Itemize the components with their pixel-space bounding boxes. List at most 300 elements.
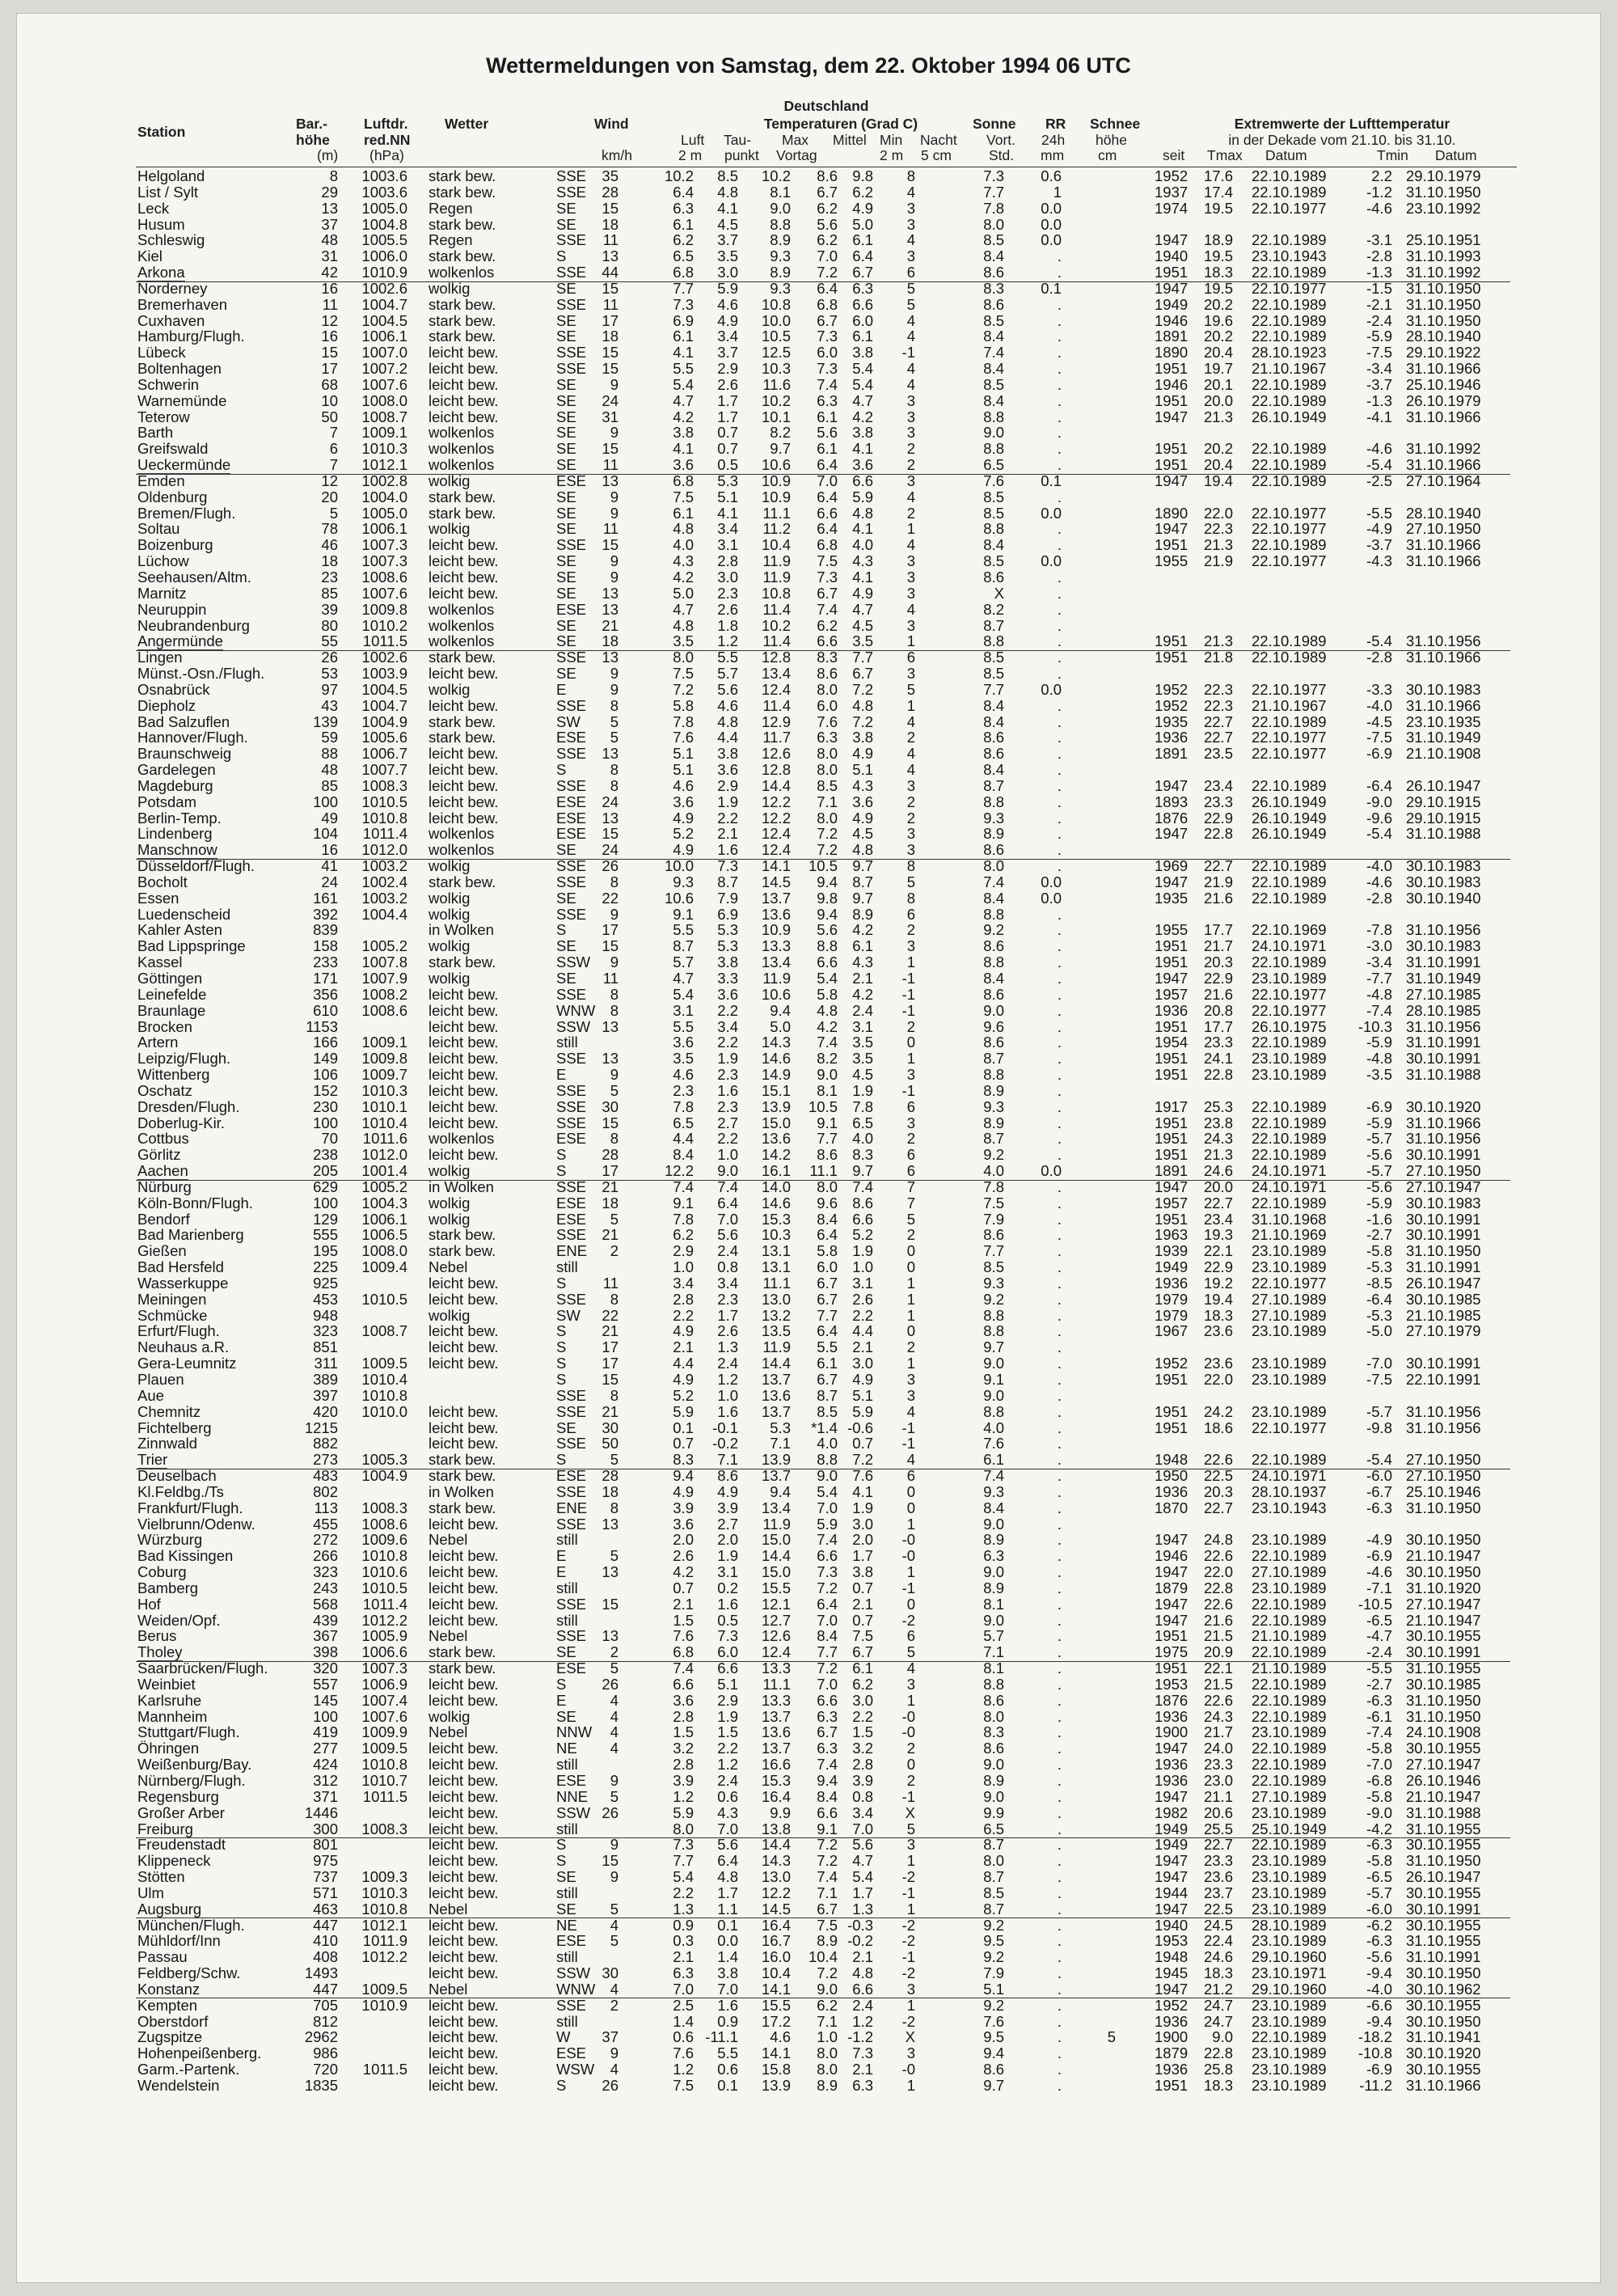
cell-mean: 8.5 [817,1402,838,1420]
cell-tmin-date: 31.10.1950 [1406,311,1481,329]
cell-max: 14.2 [761,1146,791,1164]
cell-tmin: -1.3 [1366,264,1392,281]
cell-dewpoint: 3.1 [717,1563,738,1581]
cell-max: 13.9 [761,1097,791,1115]
cell-bar: 42 [321,264,338,281]
cell-name: Seehausen/Altm. [137,569,251,586]
cell-wind-kmh: 11 [602,456,619,474]
cell-pressure: 1012.0 [361,1146,407,1164]
cell-weather: leicht bew. [429,1001,499,1019]
cell-name: Lingen [137,649,183,666]
cell-tmin-date: 30.10.1985 [1406,1290,1481,1308]
table-row [16,489,1601,505]
cell-max: 13.2 [761,1306,791,1324]
cell-wind-kmh: 17 [602,1338,619,1356]
cell-tmin-date: 22.10.1991 [1406,1371,1481,1388]
cell-tmin: -4.8 [1366,1050,1392,1068]
cell-dewpoint: 1.1 [717,1900,738,1918]
cell-pressure: 1010.6 [361,1563,407,1581]
cell-weather: wolkig [429,1707,471,1725]
cell-night: 3 [906,424,915,442]
cell-max: 16.0 [761,1948,791,1966]
cell-night: 1 [906,1050,915,1068]
cell-rain: . [1057,344,1062,362]
cell-sun: 8.4 [983,536,1004,554]
cell-mean: 6.7 [817,1290,838,1308]
cell-sun: 7.6 [983,471,1004,489]
cell-weather: leicht bew. [429,985,499,1003]
cell-air: 0.9 [673,1916,694,1934]
cell-tmin: -6.4 [1366,1290,1392,1308]
cell-rain: . [1057,1852,1062,1870]
cell-wind-dir: E [556,1066,567,1084]
cell-weather: leicht bew. [429,1675,499,1693]
cell-max: 7.1 [770,1435,791,1452]
cell-night: 5 [906,279,915,297]
cell-tmax: 18.3 [1203,264,1233,281]
cell-name: Emden [137,471,185,489]
table-row [16,553,1601,569]
cell-pressure: 1006.0 [361,247,407,265]
cell-tmax-date: 23.10.1989 [1252,1322,1327,1340]
cell-dewpoint: -11.1 [705,2028,738,2046]
cell-sun: 9.4 [983,2044,1004,2062]
cell-tmin: -5.4 [1366,632,1392,650]
cell-dewpoint: 4.9 [717,311,738,329]
cell-night: 4 [906,761,915,779]
cell-sun: 8.5 [983,504,1004,522]
cell-air: 5.5 [673,360,694,378]
cell-weather: wolkenlos [429,632,495,650]
cell-tmin: -9.4 [1366,2012,1392,2030]
cell-wind-kmh: 8 [610,1290,619,1308]
cell-mean: 8.0 [817,680,838,698]
cell-air: 4.1 [673,440,694,458]
col-since-heading: seit [1163,147,1185,163]
cell-air: 7.6 [673,729,694,746]
cell-since: 1900 [1155,1723,1188,1741]
cell-rain: . [1057,1996,1062,2014]
cell-mean: 8.2 [817,1050,838,1068]
cell-name: Vielbrunn/Odenw. [137,1515,255,1533]
cell-tmax-date: 21.10.1969 [1252,1226,1327,1244]
cell-air: 4.2 [673,408,694,425]
cell-weather: leicht bew. [429,1820,499,1837]
cell-night: 3 [906,1066,915,1084]
cell-night: 2 [906,1130,915,1148]
cell-pressure: 1010.2 [361,616,407,634]
cell-max: 13.7 [761,1371,791,1388]
cell-tmin-date: 24.10.1908 [1406,1723,1481,1741]
cell-weather: leicht bew. [429,2076,499,2094]
cell-weather: leicht bew. [429,408,499,425]
cell-rain: . [1057,488,1062,505]
cell-wind-dir: S [556,2076,567,2094]
cell-tmax: 20.2 [1203,440,1233,458]
cell-mean: 6.4 [817,1322,838,1340]
cell-night: 4 [906,536,915,554]
cell-wind-dir: SE [556,1643,576,1661]
table-row [16,1933,1601,1949]
cell-rain: . [1057,375,1062,393]
cell-since: 1952 [1155,167,1188,184]
cell-dewpoint: 3.3 [717,970,738,987]
cell-tmin-date: 31.10.1956 [1406,1419,1481,1436]
cell-wind-dir: SE [556,520,576,538]
cell-dewpoint: 3.0 [717,569,738,586]
cell-tmax-date: 22.10.1989 [1252,1772,1327,1789]
cell-rain: . [1057,1772,1062,1789]
cell-pressure: 1007.3 [361,552,407,570]
cell-tmax-date: 23.10.1989 [1252,2012,1327,2030]
cell-bar: 812 [313,2012,338,2030]
cell-dewpoint: 5.1 [717,488,738,505]
cell-min: 5.0 [852,215,873,233]
cell-rain: . [1057,696,1062,714]
cell-min: 3.0 [852,1691,873,1709]
cell-sun: 8.5 [983,311,1004,329]
cell-pressure: 1005.2 [361,937,407,955]
cell-rain: . [1057,1884,1062,1901]
cell-dewpoint: 4.3 [717,1803,738,1821]
cell-tmax-date: 22.10.1989 [1252,167,1327,184]
cell-air: 8.7 [673,937,694,955]
cell-dewpoint: 2.4 [717,1242,738,1260]
cell-air: 5.4 [673,1868,694,1886]
cell-max: 10.2 [761,616,791,634]
cell-sun: 8.4 [983,696,1004,714]
cell-wind-dir: SE [556,279,576,297]
cell-rain: . [1057,1900,1062,1918]
cell-tmax: 21.3 [1203,536,1233,554]
cell-tmin-date: 31.10.1991 [1406,953,1481,971]
cell-wind-dir: SE [556,456,576,474]
cell-mean: 7.2 [817,841,838,859]
cell-name: Essen [137,889,179,907]
cell-night: 3 [906,1371,915,1388]
cell-since: 1951 [1155,649,1188,666]
cell-rain: . [1057,1595,1062,1613]
cell-weather: stark bew. [429,311,496,329]
cell-min: 1.9 [852,1499,873,1516]
cell-weather: Nebel [429,1531,468,1549]
cell-tmax-date: 22.10.1977 [1252,1419,1327,1436]
cell-pressure: 1007.9 [361,970,407,987]
cell-night: 1 [906,1852,915,1870]
cell-min: 7.0 [852,1820,873,1837]
cell-wind-kmh: 13 [602,809,619,827]
cell-wind-kmh: 15 [602,825,619,843]
cell-since: 1917 [1155,1097,1188,1115]
cell-rain: . [1057,1178,1062,1195]
cell-since: 1951 [1155,1210,1188,1228]
cell-tmax-date: 22.10.1989 [1252,375,1327,393]
cell-mean: 9.0 [817,1980,838,1998]
cell-dewpoint: 3.8 [717,953,738,971]
cell-since: 1951 [1155,2076,1188,2094]
cell-tmax-date: 23.10.1989 [1252,1579,1327,1596]
cell-wind-dir: SSE [556,1050,587,1068]
cell-name: Münst.-Osn./Flugh. [137,665,265,683]
cell-max: 16.1 [761,1162,791,1180]
table-row [16,217,1601,233]
cell-air: 6.1 [673,328,694,345]
cell-bar: 20 [321,488,338,505]
cell-wind-dir: SE [556,488,576,505]
cell-night: 5 [906,1210,915,1228]
cell-since: 1936 [1155,2061,1188,2078]
cell-since: 1955 [1155,552,1188,570]
cell-tmax: 18.9 [1203,231,1233,249]
cell-since: 1955 [1155,921,1188,939]
cell-max: 11.9 [762,1515,791,1533]
cell-tmax: 19.5 [1203,199,1233,217]
cell-pressure: 1008.6 [361,569,407,586]
cell-sun: 8.8 [983,520,1004,538]
cell-tmax: 22.0 [1203,504,1233,522]
cell-wind-kmh: 5 [610,1451,619,1469]
cell-night: 4 [906,488,915,505]
cell-tmax-date: 26.10.1949 [1252,793,1327,810]
cell-max: 14.1 [761,857,791,875]
cell-min: 6.1 [852,231,873,249]
cell-dewpoint: 0.1 [717,1916,738,1934]
cell-air: 7.7 [673,1852,694,1870]
cell-night: 4 [906,360,915,378]
cell-tmin: -7.5 [1366,729,1392,746]
cell-max: 14.4 [761,1355,791,1372]
cell-name: Kl.Feldbg./Ts [137,1482,224,1500]
cell-rain: . [1057,536,1062,554]
cell-air: 3.6 [673,1034,694,1051]
table-row [16,1436,1601,1452]
cell-min: 2.4 [852,1001,873,1019]
cell-bar: 97 [321,680,338,698]
cell-max: 12.6 [761,745,791,763]
cell-tmin-date: 30.10.1920 [1406,2044,1481,2062]
cell-rain: . [1057,745,1062,763]
cell-sun: 8.4 [983,970,1004,987]
cell-sun: 7.3 [983,167,1004,184]
table-row [16,1869,1601,1885]
cell-tmin-date: 26.10.1946 [1406,1772,1481,1789]
cell-max: 13.0 [761,1290,791,1308]
cell-max: 12.7 [761,1611,791,1629]
table-row [16,1613,1601,1629]
table-row [16,361,1601,377]
cell-sun: 9.0 [983,1756,1004,1774]
cell-air: 6.8 [673,471,694,489]
cell-bar: 238 [313,1146,338,1164]
cell-night: 3 [906,937,915,955]
cell-air: 6.5 [673,247,694,265]
cell-dewpoint: 7.0 [717,1210,738,1228]
cell-sun: 8.8 [983,1402,1004,1420]
cell-wind-kmh: 50 [602,1435,619,1452]
cell-rain: . [1057,311,1062,329]
group-divider [136,650,1510,651]
cell-wind-dir: S [556,1162,567,1180]
cell-tmin: -5.6 [1366,1178,1392,1195]
cell-wind-dir: SSE [556,1081,587,1099]
cell-max: 10.2 [761,167,791,184]
cell-dewpoint: 1.0 [717,1146,738,1164]
cell-wind-dir: SE [556,584,576,602]
cell-air: 6.3 [673,199,694,217]
cell-tmax-date: 23.10.1989 [1252,1900,1327,1918]
cell-rain: 0.0 [1041,1162,1062,1180]
cell-sun: 7.7 [983,1242,1004,1260]
cell-rain: . [1057,2044,1062,2062]
cell-weather: in Wolken [429,1178,494,1195]
cell-since: 1937 [1155,183,1188,201]
cell-bar: 439 [313,1611,338,1629]
cell-tmin-date: 30.10.1991 [1406,1900,1481,1918]
col-snow-heading: cm [1098,147,1117,163]
cell-sun: 9.2 [983,1146,1004,1164]
cell-sun: 9.2 [983,1948,1004,1966]
cell-pressure: 1010.5 [361,1290,407,1308]
cell-bar: 106 [313,1066,338,1084]
cell-mean: 10.5 [808,857,838,875]
cell-tmin-date: 31.10.1966 [1406,1114,1481,1131]
cell-bar: 367 [313,1627,338,1645]
cell-mean: 6.4 [817,279,838,297]
cell-rain: . [1057,408,1062,425]
cell-dewpoint: 0.8 [717,1258,738,1276]
cell-air: 3.9 [673,1772,694,1789]
cell-min: 9.7 [852,857,873,875]
cell-dewpoint: 4.1 [717,504,738,522]
cell-bar: 1153 [306,1017,338,1035]
col-sun-heading: Std. [989,147,1015,163]
cell-night: 2 [906,1772,915,1789]
cell-weather: stark bew. [429,649,496,666]
cell-night: 1 [906,953,915,971]
cell-rain: . [1057,1290,1062,1308]
cell-dewpoint: -0.1 [712,1419,738,1436]
table-row [16,907,1601,923]
cell-rain: . [1057,1563,1062,1581]
cell-mean: 7.2 [817,1852,838,1870]
cell-tmax-date: 22.10.1989 [1252,1740,1327,1757]
cell-tmin-date: 31.10.1950 [1406,1707,1481,1725]
cell-sun: 8.8 [983,793,1004,810]
cell-tmax-date: 22.10.1989 [1252,889,1327,907]
cell-wind-kmh: 28 [602,183,619,201]
cell-bar: 397 [313,1386,338,1404]
cell-weather: Nebel [429,1900,468,1918]
cell-mean: 6.7 [817,1274,838,1292]
cell-bar: 100 [313,1194,338,1211]
cell-tmax-date: 22.10.1989 [1252,1691,1327,1709]
cell-tmin-date: 31.10.1950 [1406,1852,1481,1870]
cell-mean: 8.6 [817,1146,838,1164]
cell-tmax-date: 22.10.1989 [1252,1097,1327,1115]
cell-tmin: -3.7 [1366,536,1392,554]
cell-tmax-date: 22.10.1989 [1252,456,1327,474]
cell-rain: . [1057,1306,1062,1324]
cell-rain: . [1057,1707,1062,1725]
cell-tmax: 20.0 [1203,391,1233,409]
cell-wind-dir: still [556,1756,578,1774]
cell-name: Artern [137,1034,179,1051]
cell-dewpoint: 2.4 [717,1772,738,1789]
table-row [16,1259,1601,1275]
cell-night: 8 [906,857,915,875]
cell-rain: 0.0 [1041,680,1062,698]
cell-name: Norderney [137,279,208,297]
cell-max: 14.3 [761,1852,791,1870]
cell-dewpoint: -0.2 [712,1435,738,1452]
cell-since: 1969 [1155,857,1188,875]
cell-tmin: -5.8 [1366,1852,1392,1870]
cell-tmax: 24.5 [1203,1916,1233,1934]
cell-tmax: 23.3 [1203,1852,1233,1870]
cell-tmin: -6.6 [1366,1996,1392,2014]
cell-weather: leicht bew. [429,1803,499,1821]
cell-sun: 9.3 [983,1274,1004,1292]
cell-dewpoint: 7.0 [717,1980,738,1998]
cell-pressure: 1005.9 [361,1627,407,1645]
table-row [16,1644,1601,1660]
cell-tmin-date: 30.10.1991 [1406,1226,1481,1244]
cell-sun: 6.3 [983,1547,1004,1565]
table-row [16,1115,1601,1131]
cell-max: 15.3 [761,1772,791,1789]
region-heading: Deutschland [783,98,869,114]
cell-sun: 8.8 [983,1066,1004,1084]
cell-sun: 8.7 [983,1050,1004,1068]
cell-max: 10.9 [761,488,791,505]
cell-bar: 555 [313,1226,338,1244]
cell-mean: 8.0 [817,761,838,779]
table-row [16,729,1601,746]
cell-pressure: 1012.2 [361,1948,407,1966]
cell-air: 6.8 [673,1643,694,1661]
cell-dewpoint: 2.9 [717,360,738,378]
cell-dewpoint: 5.3 [717,921,738,939]
col-air-heading: 2 m [678,147,703,163]
cell-min: 6.5 [852,1114,873,1131]
cell-wind-kmh: 15 [602,937,619,955]
cell-tmax: 23.6 [1203,1355,1233,1372]
cell-tmin-date: 31.10.1956 [1406,1130,1481,1148]
cell-night: -0 [901,2061,915,2078]
cell-min: -0.3 [847,1916,873,1934]
table-row [16,1548,1601,1564]
cell-name: Luedenscheid [137,905,231,923]
cell-tmin: -1.2 [1366,183,1392,201]
cell-max: 14.6 [761,1194,791,1211]
col-rain-heading: 24h [1041,132,1066,148]
table-row [16,1468,1601,1484]
cell-tmax: 22.8 [1203,1066,1233,1084]
cell-tmax: 21.8 [1203,649,1233,666]
cell-min: 4.9 [852,1371,873,1388]
cell-tmax-date: 23.10.1989 [1252,1242,1327,1260]
cell-rain: . [1057,2012,1062,2030]
table-row [16,1051,1601,1067]
cell-rain: . [1057,1531,1062,1549]
cell-dewpoint: 3.4 [717,520,738,538]
cell-tmin: -4.0 [1366,1980,1392,1998]
cell-air: 4.3 [673,552,694,570]
cell-max: 11.9 [762,569,791,586]
cell-since: 1951 [1155,1402,1188,1420]
cell-wind-dir: S [556,1146,567,1164]
cell-weather: leicht bew. [429,1402,499,1420]
